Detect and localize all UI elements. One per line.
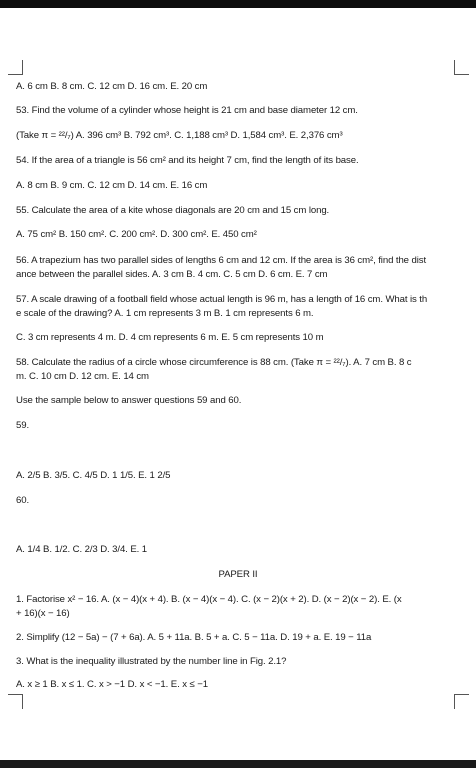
p2-q3-options: A. x ≥ 1 B. x ≤ 1. C. x > −1 D. x < −1. E. x ≤ −1 — [16, 679, 208, 690]
p2-q1-cont: + 16)(x − 16) — [16, 608, 70, 619]
crop-mark-top-right — [454, 60, 469, 75]
paper-ii-heading: PAPER II — [218, 569, 258, 580]
crop-mark-bottom-right — [454, 694, 469, 709]
q58-question: 58. Calculate the radius of a circle whose circumference is 88 cm. (Take π = ²²/₇). A. 7 cm B. 8 c — [16, 357, 412, 368]
top-bar — [0, 0, 476, 8]
q56-question-cont: ance between the parallel sides. A. 3 cm B. 4 cm. C. 5 cm D. 6 cm. E. 7 cm — [16, 269, 328, 280]
q57-question: 57. A scale drawing of a football field whose actual length is 96 m, has a length of 16 cm. What is th — [16, 294, 428, 305]
bottom-bar — [0, 760, 476, 768]
q52-options: A. 6 cm B. 8 cm. C. 12 cm D. 16 cm. E. 20 cm — [16, 81, 208, 92]
q60-options: A. 1/4 B. 1/2. C. 2/3 D. 3/4. E. 1 — [16, 544, 147, 555]
q54-options: A. 8 cm B. 9 cm. C. 12 cm D. 14 cm. E. 16 cm — [16, 180, 208, 191]
document-page — [0, 8, 476, 760]
crop-mark-top-left — [8, 60, 23, 75]
p2-q1-question: 1. Factorise x² − 16. A. (x − 4)(x + 4). B. (x − 4)(x − 4). C. (x − 2)(x + 2). D. (x − 2)(x − 2). E. (x — [16, 594, 402, 605]
q55-question: 55. Calculate the area of a kite whose diagonals are 20 cm and 15 cm long. — [16, 205, 330, 216]
q53-options: (Take π = ²²/₇) A. 396 cm³ B. 792 cm³. C. 1,188 cm³ D. 1,584 cm³. E. 2,376 cm³ — [16, 130, 343, 141]
p2-q3-question: 3. What is the inequality illustrated by the number line in Fig. 2.1? — [16, 656, 287, 667]
q56-question: 56. A trapezium has two parallel sides of lengths 6 cm and 12 cm. If the area is 36 cm², find the dist — [16, 255, 427, 266]
q57-question-cont: e scale of the drawing? A. 1 cm represents 3 m B. 1 cm represents 6 m. — [16, 308, 314, 319]
q55-options: A. 75 cm² B. 150 cm². C. 200 cm². D. 300 cm². E. 450 cm² — [16, 229, 257, 240]
q59-options: A. 2/5 B. 3/5. C. 4/5 D. 1 1/5. E. 1 2/5 — [16, 470, 171, 481]
q54-question: 54. If the area of a triangle is 56 cm² and its height 7 cm, find the length of its base. — [16, 155, 359, 166]
q53-question: 53. Find the volume of a cylinder whose height is 21 cm and base diameter 12 cm. — [16, 105, 358, 116]
q59-number: 59. — [16, 420, 30, 431]
q57-options: C. 3 cm represents 4 m. D. 4 cm represents 6 m. E. 5 cm represents 10 m — [16, 332, 324, 343]
crop-mark-bottom-left — [8, 694, 23, 709]
q58-options: m. C. 10 cm D. 12 cm. E. 14 cm — [16, 371, 149, 382]
q60-number: 60. — [16, 495, 30, 506]
instruction-59-60: Use the sample below to answer questions 59 and 60. — [16, 395, 242, 406]
p2-q2-question: 2. Simplify (12 − 5a) − (7 + 6a). A. 5 + 11a. B. 5 + a. C. 5 − 11a. D. 19 + a. E. 19 − 11a — [16, 632, 372, 643]
